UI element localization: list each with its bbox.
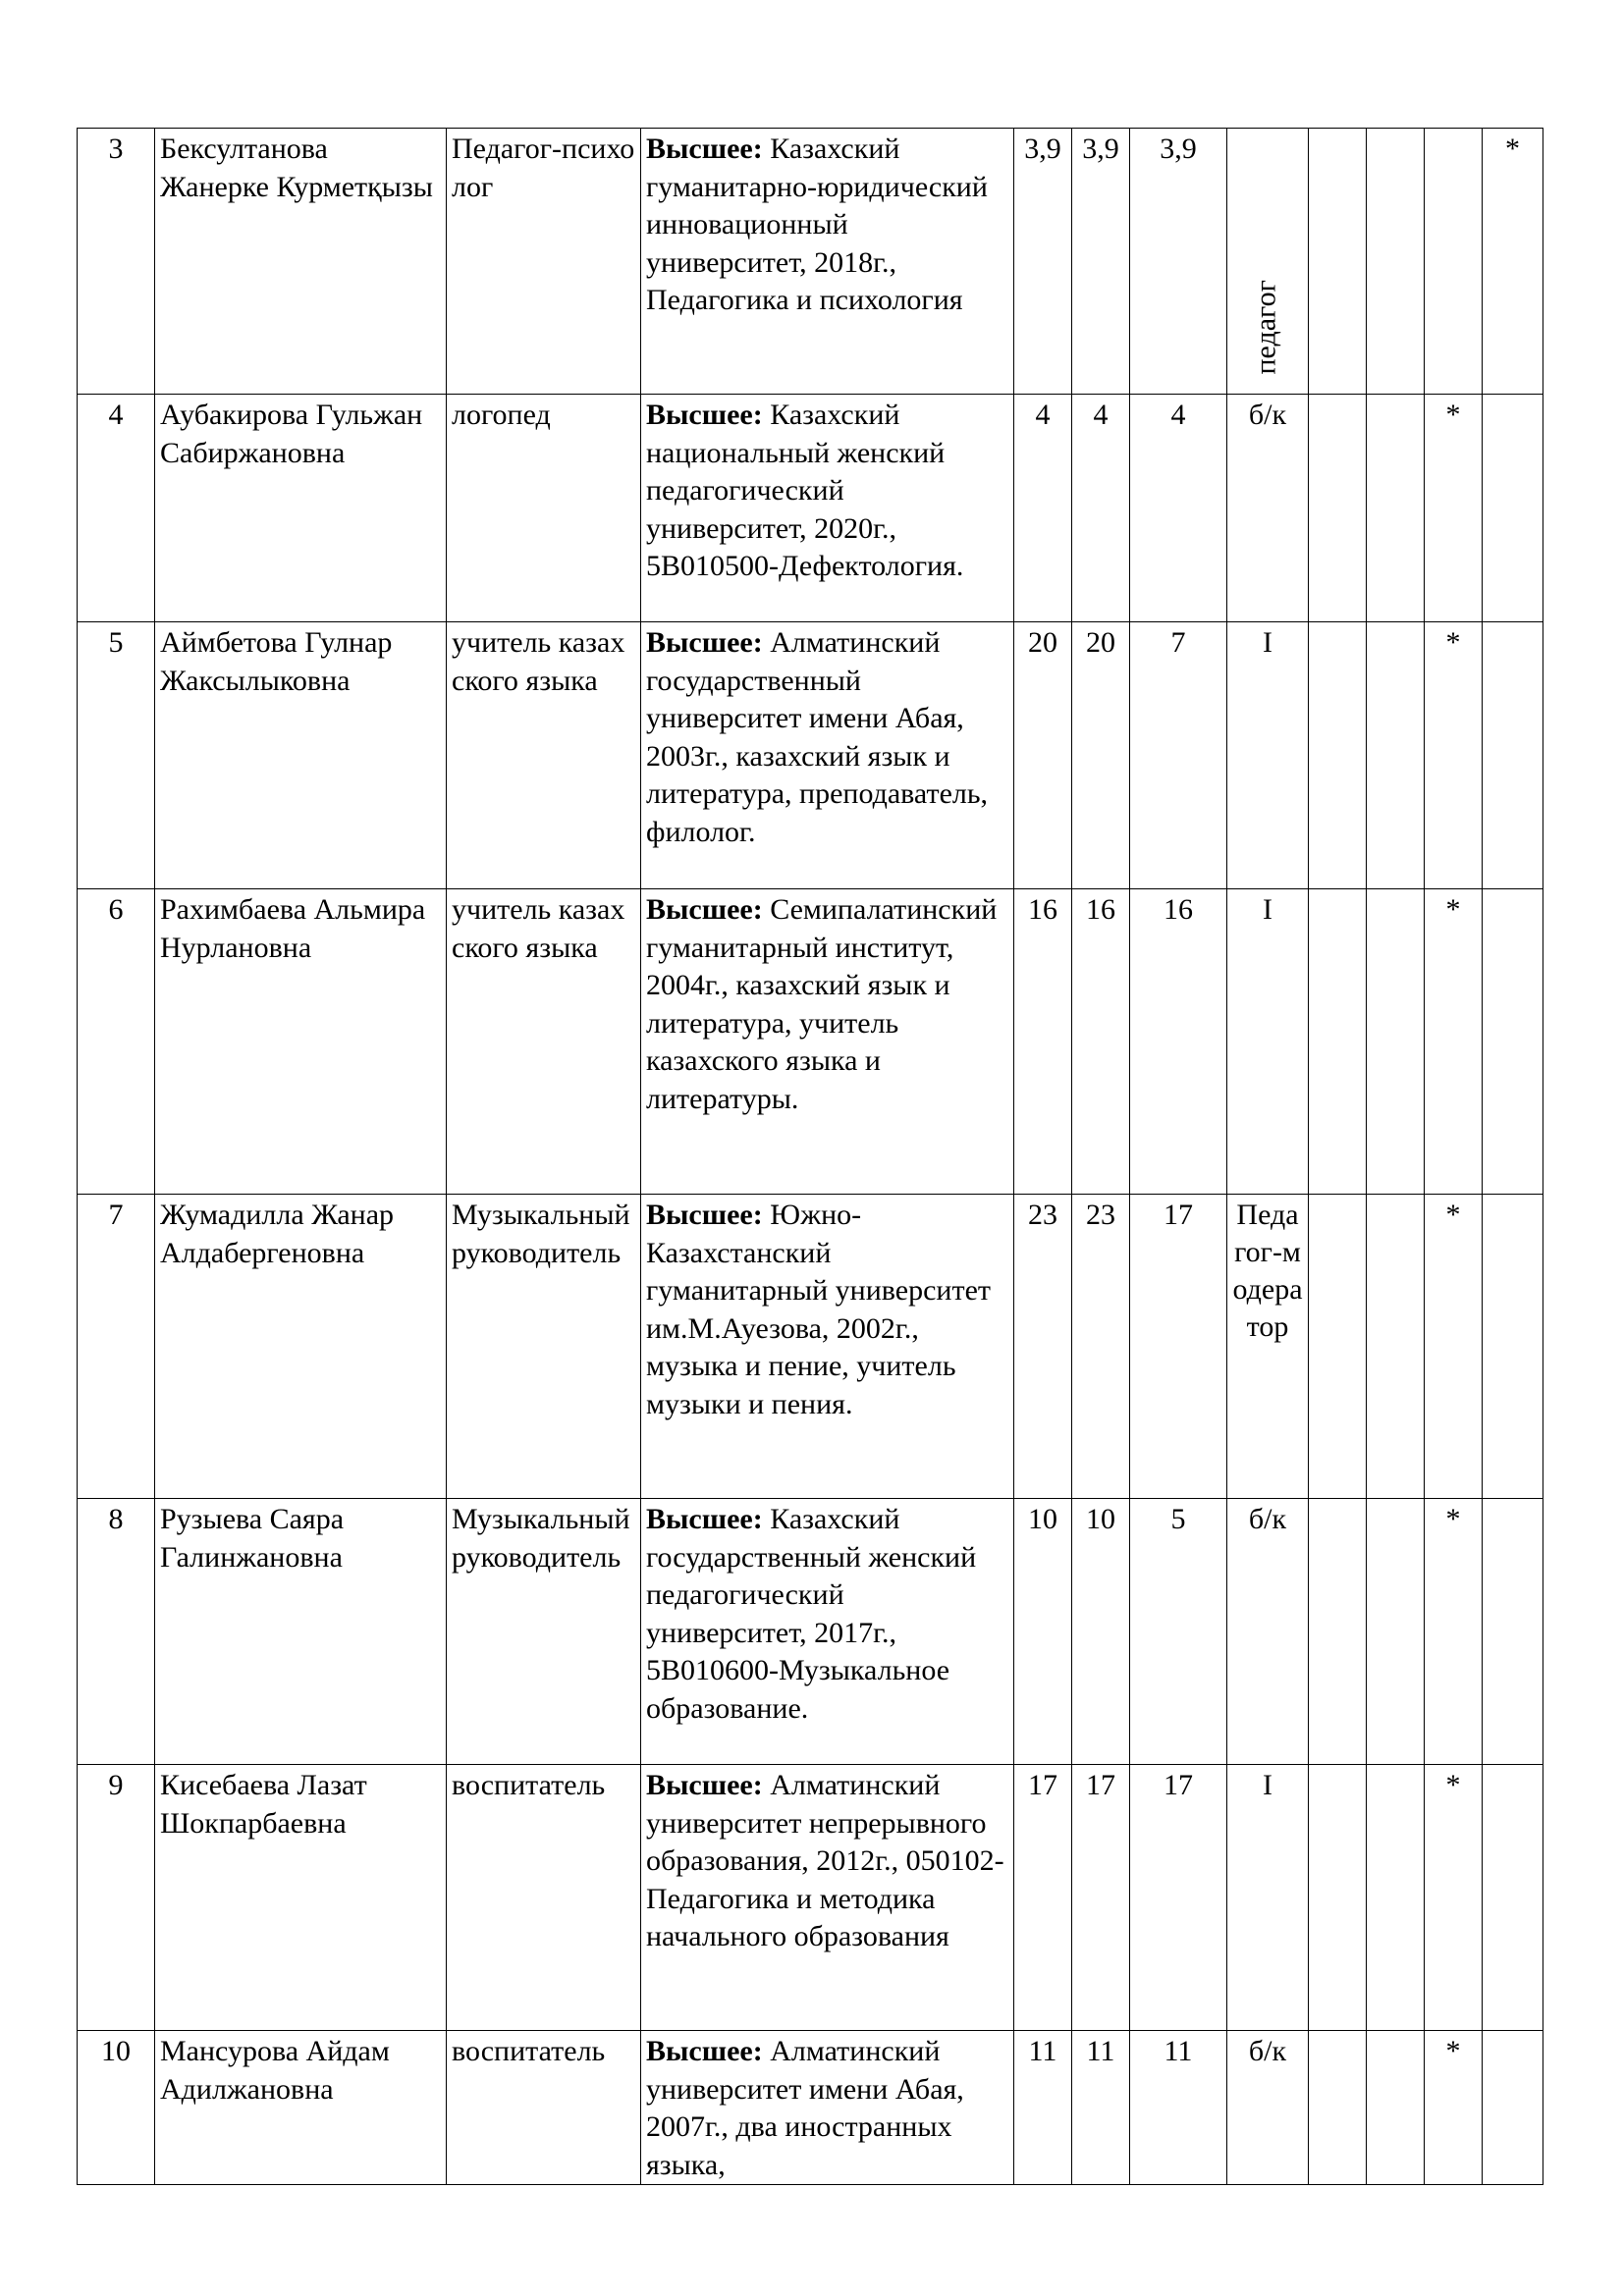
row-number: 10 [78,2031,155,2185]
total-experience: 23 [1014,1195,1072,1499]
organization-experience: 4 [1130,395,1227,622]
mark-cell [1367,129,1425,395]
pedagogical-experience: 17 [1072,1765,1130,2031]
qualification-category: б/к [1227,2031,1309,2185]
staff-table [77,128,1543,2185]
table-row [78,395,1543,622]
qualification-category: I [1227,1765,1309,2031]
pedagogical-experience: 3,9 [1072,129,1130,395]
pedagogical-experience: 4 [1072,395,1130,622]
mark-cell: * [1483,129,1543,395]
mark-cell [1309,1499,1367,1765]
row-number: 4 [78,395,155,622]
table-row [78,129,1543,395]
table-row [78,1195,1543,1499]
mark-cell [1367,395,1425,622]
total-experience: 4 [1014,395,1072,622]
employee-position: воспитатель [447,2031,641,2185]
table-row [78,1765,1543,2031]
mark-cell [1483,395,1543,622]
employee-position: Музыкальный руководитель [447,1499,641,1765]
employee-position: учитель казахского языка [447,889,641,1195]
education-level: Высшее: [646,1199,763,1231]
mark-cell [1367,1499,1425,1765]
table-row [78,1499,1543,1765]
organization-experience: 11 [1130,2031,1227,2185]
organization-experience: 7 [1130,622,1227,889]
mark-cell [1483,1195,1543,1499]
total-experience: 16 [1014,889,1072,1195]
mark-cell [1367,889,1425,1195]
education-level: Высшее: [646,626,763,659]
employee-education [641,889,1014,1195]
mark-cell: * [1425,1499,1483,1765]
qualification-category: б/к [1227,1499,1309,1765]
table-row [78,889,1543,1195]
mark-cell [1483,622,1543,889]
mark-cell [1425,129,1483,395]
employee-education [641,622,1014,889]
pedagogical-experience: 23 [1072,1195,1130,1499]
total-experience: 17 [1014,1765,1072,2031]
education-level: Высшее: [646,1769,763,1801]
employee-name: Жумадилла Жанар Алдабергеновна [155,1195,447,1499]
education-detail: Казахский гуманитарно-юридический инновационный университет, 2018г., Педагогика и психология [646,133,988,316]
education-detail: Казахский государственный женский педагогический университет, 2017г., 5В010600-Музыкальное образование. [646,1503,977,1725]
total-experience: 10 [1014,1499,1072,1765]
organization-experience: 3,9 [1130,129,1227,395]
pedagogical-experience: 10 [1072,1499,1130,1765]
total-experience: 20 [1014,622,1072,889]
row-number: 3 [78,129,155,395]
qualification-category: I [1227,889,1309,1195]
employee-education [641,395,1014,622]
qualification-category: I [1227,622,1309,889]
mark-cell [1309,129,1367,395]
mark-cell [1309,1195,1367,1499]
education-detail: Южно-Казахстанский гуманитарный университет им.М.Ауезова, 2002г., музыка и пение, учитель музыки и пения. [646,1199,991,1420]
employee-name: Аймбетова Гулнар Жаксылыковна [155,622,447,889]
employee-position: воспитатель [447,1765,641,2031]
mark-cell: * [1425,1195,1483,1499]
mark-cell: * [1425,1765,1483,2031]
row-number: 8 [78,1499,155,1765]
education-level: Высшее: [646,133,763,165]
organization-experience: 17 [1130,1195,1227,1499]
mark-cell [1309,622,1367,889]
mark-cell [1367,622,1425,889]
row-number: 5 [78,622,155,889]
education-level: Высшее: [646,893,763,926]
employee-education [641,129,1014,395]
mark-cell: * [1425,889,1483,1195]
mark-cell [1367,2031,1425,2185]
organization-experience: 5 [1130,1499,1227,1765]
employee-name: Мансурова Айдам Адилжановна [155,2031,447,2185]
pedagogical-experience: 11 [1072,2031,1130,2185]
mark-cell: * [1425,395,1483,622]
total-experience: 11 [1014,2031,1072,2185]
employee-education [641,1765,1014,2031]
employee-position: Педагог-психолог [447,129,641,395]
employee-education [641,1195,1014,1499]
mark-cell [1483,2031,1543,2185]
row-number: 7 [78,1195,155,1499]
category-vertical-text: педагог [1249,279,1282,374]
mark-cell: * [1425,2031,1483,2185]
row-number: 9 [78,1765,155,2031]
total-experience: 3,9 [1014,129,1072,395]
employee-position: Музыкальный руководитель [447,1195,641,1499]
row-number: 6 [78,889,155,1195]
employee-name: Рузыева Саяра Галинжановна [155,1499,447,1765]
mark-cell [1367,1195,1425,1499]
employee-name: Рахимбаева Альмира Нурлановна [155,889,447,1195]
employee-education [641,1499,1014,1765]
mark-cell [1309,889,1367,1195]
mark-cell [1309,2031,1367,2185]
table-row [78,2031,1543,2185]
education-level: Высшее: [646,2035,763,2067]
organization-experience: 16 [1130,889,1227,1195]
table-row [78,622,1543,889]
pedagogical-experience: 20 [1072,622,1130,889]
employee-position: логопед [447,395,641,622]
organization-experience: 17 [1130,1765,1227,2031]
mark-cell [1483,1765,1543,2031]
employee-name: Бексултанова Жанерке Курметқызы [155,129,447,395]
mark-cell [1483,1499,1543,1765]
mark-cell [1309,395,1367,622]
qualification-category: б/к [1227,395,1309,622]
education-detail: Казахский национальный женский педагогический университет, 2020г., 5В010500-Дефектология. [646,399,964,582]
education-detail: Семипалатинский гуманитарный институт, 2004г., казахский язык и литература, учитель казахского языка и литературы. [646,893,998,1115]
employee-position: учитель казахского языка [447,622,641,889]
employee-name: Кисебаева Лазат Шокпарбаевна [155,1765,447,2031]
qualification-category: Педагог-модератор [1227,1195,1309,1499]
qualification-category [1227,129,1309,395]
education-detail: Алматинский государственный университет имени Абая, 2003г., казахский язык и литература, преподаватель, филолог. [646,626,989,848]
mark-cell [1483,889,1543,1195]
mark-cell [1309,1765,1367,2031]
education-detail: Алматинский университет непрерывного образования, 2012г., 050102-Педагогика и методика начального образования [646,1769,1004,1952]
education-detail: Алматинский университет имени Абая, 2007г., два иностранных языка, [646,2035,964,2181]
pedagogical-experience: 16 [1072,889,1130,1195]
mark-cell [1367,1765,1425,2031]
employee-education [641,2031,1014,2185]
education-level: Высшее: [646,399,763,431]
education-level: Высшее: [646,1503,763,1535]
mark-cell: * [1425,622,1483,889]
employee-name: Аубакирова Гульжан Сабиржановна [155,395,447,622]
